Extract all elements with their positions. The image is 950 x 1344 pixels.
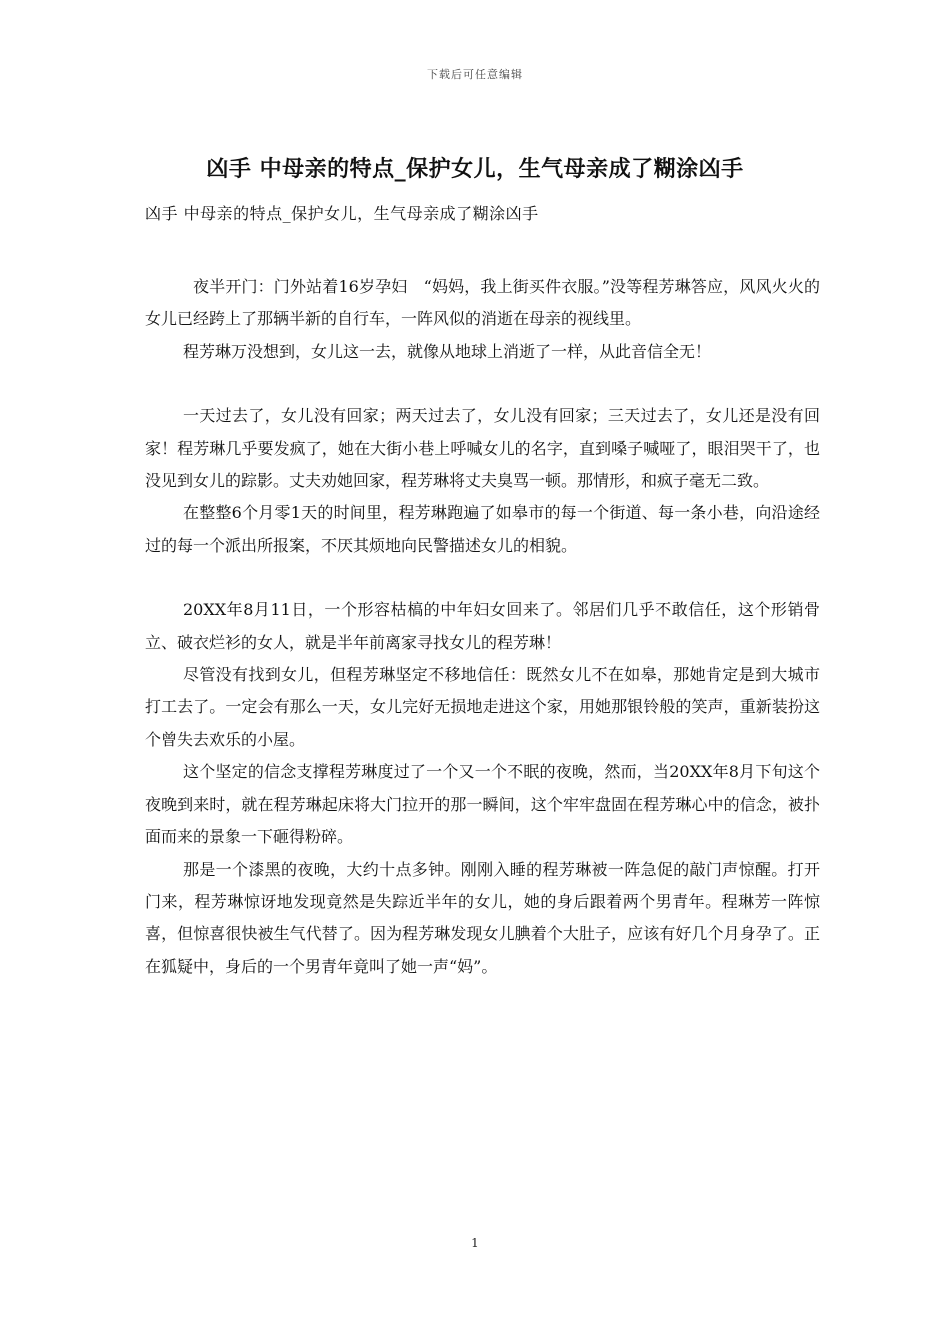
paragraph-7: 这个坚定的信念支撑程芳琳度过了一个又一个不眠的夜晚，然而，当20XX年8月下旬这个夜晚到来时，就在程芳琳起床将大门拉开的那一瞬间，这个牢牢盘固在程芳琳心中的信念，被扑面而来的景象一下砸得粉碎。 bbox=[145, 762, 820, 847]
paragraph-8: 那是一个漆黑的夜晚，大约十点多钟。刚刚入睡的程芳琳被一阵急促的敲门声惊醒。打开门来，程芳琳惊讶地发现竟然是失踪近半年的女儿，她的身后跟着两个男青年。程琳芳一阵惊喜，但惊喜很快被生气代替了。因为程芳琳发现女儿腆着个大肚子，应该有好几个月身孕了。正在狐疑中，身后的一个男青年竟叫了她一声“妈”。 bbox=[145, 859, 820, 976]
paragraph-2: 程芳琳万没想到，女儿这一去，就像从地球上消逝了一样，从此音信全无！ bbox=[183, 341, 712, 361]
paragraph-3: 一天过去了，女儿没有回家；两天过去了，女儿没有回家；三天过去了，女儿还是没有回家！程芳琳几乎要发疯了，她在大街小巷上呼喊女儿的名字，直到嗓子喊哑了，眼泪哭干了，也没见到女儿的踪影。丈夫劝她回家，程芳琳将丈夫臭骂一顿。那情形，和疯子毫无二致。 bbox=[145, 406, 820, 491]
paragraph-gap bbox=[145, 562, 820, 594]
document-subtitle: 凶手 中母亲的特点_保护女儿，生气母亲成了糊涂凶手 bbox=[145, 204, 539, 223]
paragraph-6: 尽管没有找到女儿，但程芳琳坚定不移地信任：既然女儿不在如皋，那她肯定是到大城市打工去了。一定会有那么一天，女儿完好无损地走进这个家，用她那银铃般的笑声，重新装扮这个曾失去欢乐的小屋。 bbox=[145, 665, 820, 749]
paragraph-4: 在整整6个月零1天的时间里，程芳琳跑遍了如皋市的每一个街道、每一条小巷，向沿途经过的每一个派出所报案，不厌其烦地向民警描述女儿的相貌。 bbox=[145, 503, 820, 555]
article-body bbox=[145, 271, 820, 983]
header-note: 下载后可任意编辑 bbox=[427, 68, 523, 81]
page-number: 1 bbox=[471, 1236, 479, 1250]
paragraph-gap bbox=[145, 368, 820, 400]
paragraph-1: 夜半开门：门外站着16岁孕妇 “妈妈，我上街买件衣服。”没等程芳琳答应，风风火火的女儿已经跨上了那辆半新的自行车，一阵风似的消逝在母亲的视线里。 bbox=[145, 277, 820, 329]
document-title: 凶手 中母亲的特点_保护女儿，生气母亲成了糊涂凶手 bbox=[206, 157, 744, 182]
paragraph-5: 20XX年8月11日，一个形容枯槁的中年妇女回来了。邻居们几乎不敢信任，这个形销骨立、破衣烂衫的女人，就是半年前离家寻找女儿的程芳琳！ bbox=[145, 600, 820, 652]
